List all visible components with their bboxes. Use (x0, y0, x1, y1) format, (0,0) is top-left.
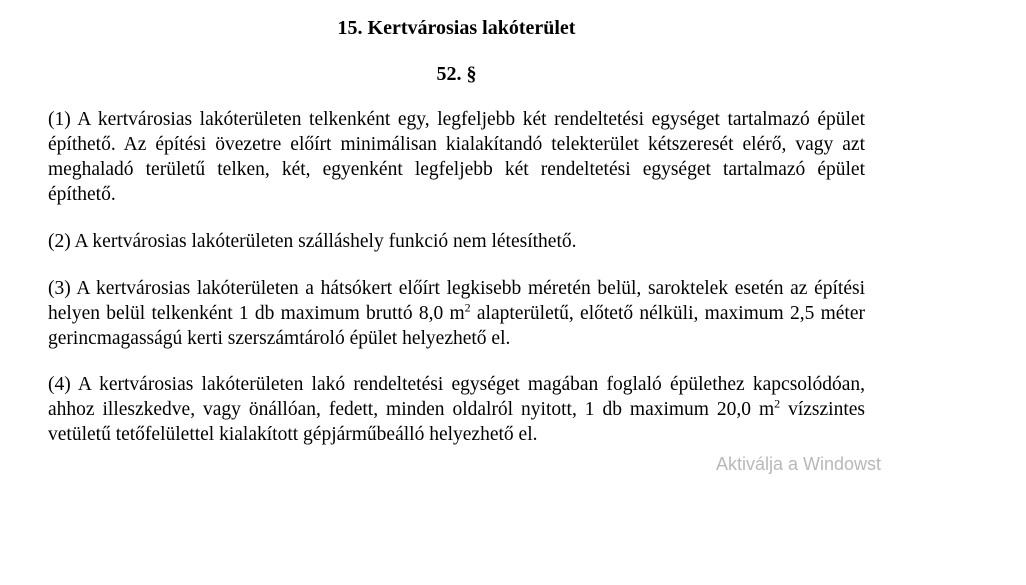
paragraph-4-superscript: 2 (774, 396, 781, 411)
chapter-title: 15. Kertvárosias lakóterület (337, 17, 576, 39)
paragraph-3-text-start: (3) A kertvárosias lakóterületen a hátsókert előírt legkisebb méretén belül, saroktelek esetén az építési helyen belül telkenként 1 db maximum bruttó 8,0 m (48, 278, 865, 324)
section-title: 52. § (436, 63, 477, 85)
paragraph-3-superscript: 2 (464, 300, 471, 315)
paragraph-1: (1) A kertvárosias lakóterületen telkenként egy, legfeljebb két rendeltetési egységet tartalmazó épület építhető. Az építési övezetre előírt minimálisan kialakítandó telekterület kétszeresét elérő, vagy azt meghaladó területű telken, két, egyenként legfeljebb két rendeltetési egységet tartalmazó épület építhető. (48, 109, 865, 205)
windows-activation-watermark: Aktiválja a Windowst (716, 454, 882, 474)
paragraph-4-text-start: (4) A kertvárosias lakóterületen lakó rendeltetési egységet magában foglaló épülethez kapcsolódóan, ahhoz illeszkedve, vagy önállóan, fedett, minden oldalról nyitott, 1 db maximum 20,0 m (48, 374, 865, 420)
paragraph-3-text-end: alapterületű, előtető nélküli, maximum 2,5 méter gerincmagasságú kerti szerszámtároló épület helyezhető el. (48, 303, 865, 349)
paragraph-4-text-end: vízszintes vetületű tetőfelülettel kialakított gépjárműbeálló helyezhető el. (48, 399, 865, 445)
paragraph-3 (48, 276, 865, 351)
paragraph-2: (2) A kertvárosias lakóterületen szálláshely funkció nem létesíthető. (48, 231, 577, 252)
paragraph-4 (48, 372, 865, 447)
